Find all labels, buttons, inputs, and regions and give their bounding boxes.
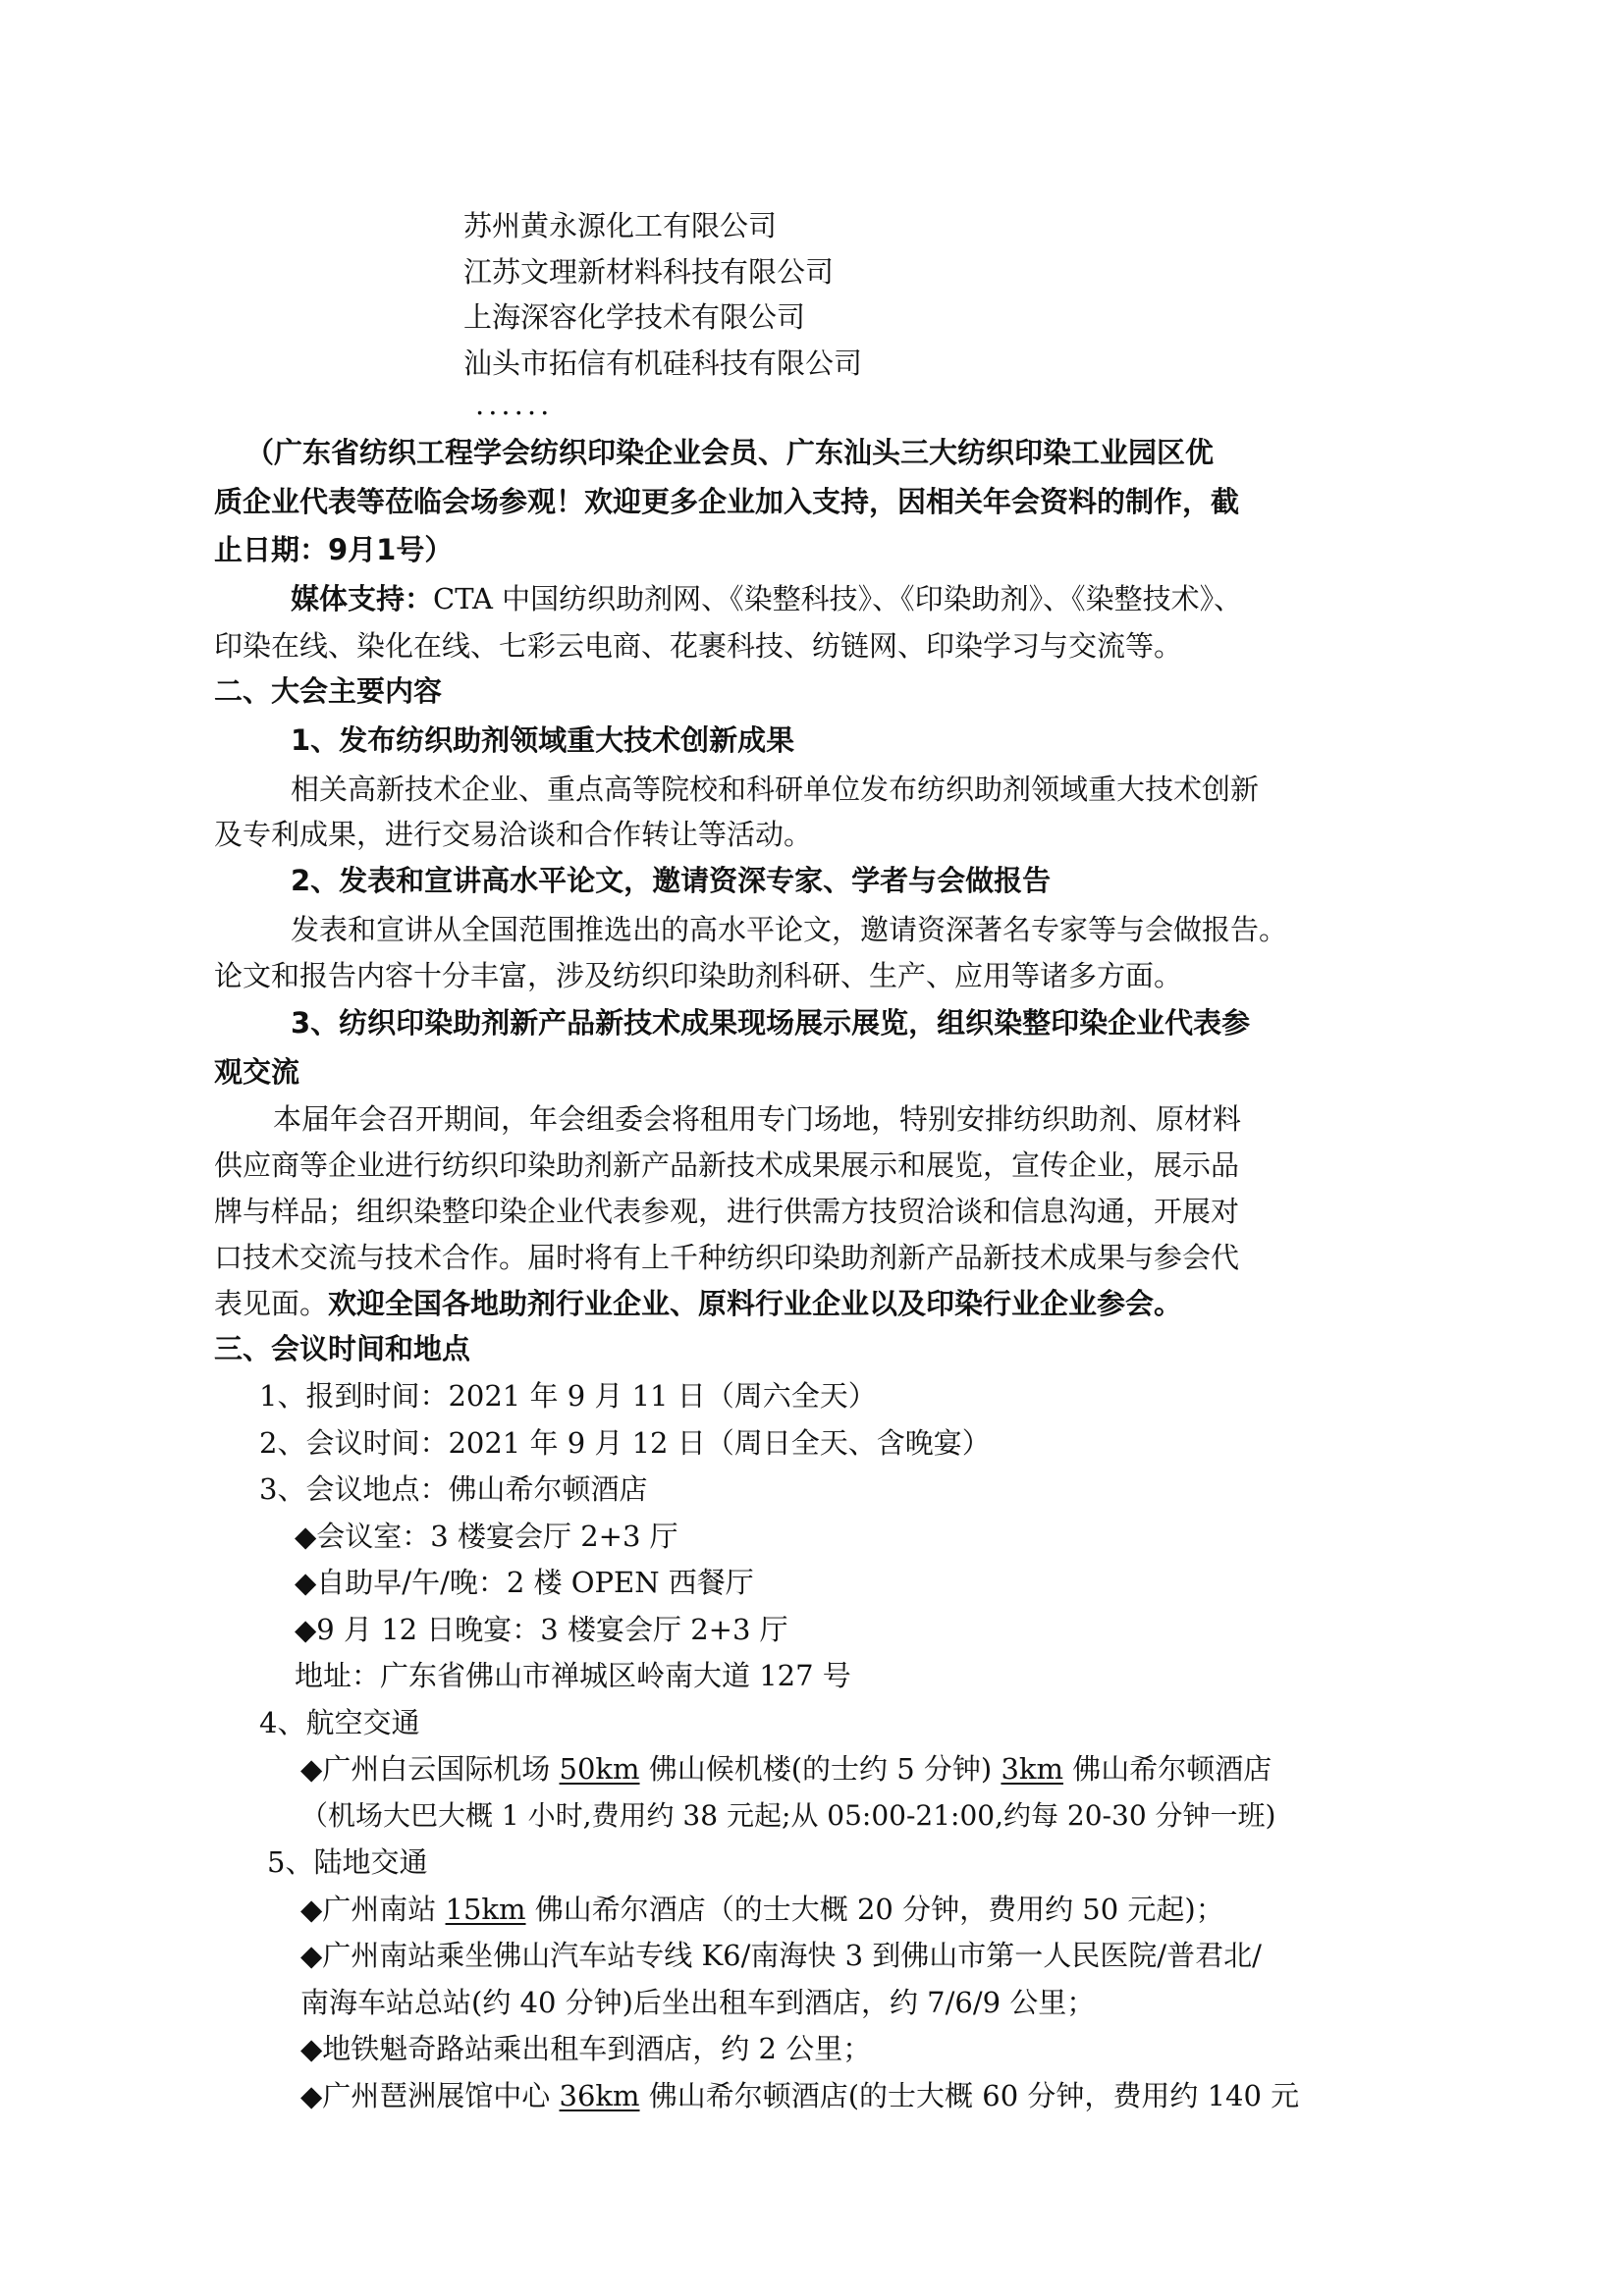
section2-item3-title-1: 3、纺织印染助剂新产品新技术成果现场展示展览，组织染整印染企业代表参 xyxy=(291,1006,1251,1040)
land-distance-4: 36km xyxy=(559,2079,640,2112)
notice-line-3: 止日期：9月1号） xyxy=(214,533,454,566)
meeting-venue: 3、会议地点：佛山希尔顿酒店 xyxy=(259,1472,648,1506)
land-route-2-line-2: 南海车站总站(约 40 分钟)后坐出租车到酒店，约 7/6/9 公里； xyxy=(300,1986,1096,2019)
section2-item3-body-4: 口技术交流与技术合作。届时将有上千种纺织印染助剂新产品新技术成果与参会代 xyxy=(214,1241,1240,1274)
company-3: 上海深容化学技术有限公司 xyxy=(463,300,806,334)
land-route-1-start: ◆广州南站 xyxy=(300,1893,446,1926)
land-distance-1: 15km xyxy=(445,1893,526,1926)
notice-line-2: 质企业代表等莅临会场参观！欢迎更多企业加入支持，因相关年会资料的制作，截 xyxy=(214,485,1240,518)
air-route-start: ◆广州白云国际机场 xyxy=(300,1752,560,1786)
land-route-1-end: 佛山希尔酒店（的士大概 20 分钟，费用约 50 元起)； xyxy=(525,1893,1224,1926)
section2-item2-title: 2、发表和宣讲高水平论文，邀请资深专家、学者与会做报告 xyxy=(291,864,1052,897)
air-distance-2: 3km xyxy=(1001,1752,1063,1786)
air-bus-info: （机场大巴大概 1 小时,费用约 38 元起;从 05:00-21:00,约每 20-30 分钟一班) xyxy=(300,1799,1276,1832)
section2-item3-body-3: 牌与样品；组织染整印染企业代表参观，进行供需方技贸洽谈和信息沟通，开展对 xyxy=(214,1195,1240,1228)
venue-address: 地址：广东省佛山市禅城区岭南大道 127 号 xyxy=(295,1659,851,1692)
venue-item-3: ◆9 月 12 日晚宴：3 楼宴会厅 2+3 厅 xyxy=(295,1613,788,1646)
media-line-1 xyxy=(291,579,1242,618)
media-list-1: CTA 中国纺织助剂网、《染整科技》、《印染助剂》、《染整技术》、 xyxy=(433,582,1243,615)
section3-heading: 三、会议时间和地点 xyxy=(214,1332,471,1365)
section2-item3-body-1: 本届年会召开期间，年会组委会将租用专门场地，特别安排纺织助剂、原材料 xyxy=(273,1102,1242,1136)
section2-item3-body-5-plain: 表见面。 xyxy=(214,1287,329,1320)
meeting-time: 2、会议时间：2021 年 9 月 12 日（周日全天、含晚宴） xyxy=(259,1426,991,1460)
company-ellipsis: ...... xyxy=(475,388,554,421)
venue-item-2: ◆自助早/午/晚：2 楼 OPEN 西餐厅 xyxy=(295,1566,754,1599)
section2-item1-title: 1、发布纺织助剂领域重大技术创新成果 xyxy=(291,723,795,757)
section2-item3-title-2: 观交流 xyxy=(214,1055,300,1089)
air-route-end: 佛山希尔顿酒店 xyxy=(1063,1752,1272,1786)
air-route xyxy=(300,1749,1272,1789)
section2-item1-body-1: 相关高新技术企业、重点高等院校和科研单位发布纺织助剂领域重大技术创新 xyxy=(291,773,1260,806)
company-4: 汕头市拓信有机硅科技有限公司 xyxy=(463,347,863,380)
air-distance-1: 50km xyxy=(559,1752,640,1786)
section2-item2-body-1: 发表和宣讲从全国范围推选出的高水平论文，邀请资深著名专家等与会做报告。 xyxy=(291,913,1288,946)
land-route-1 xyxy=(300,1890,1224,1929)
checkin-time: 1、报到时间：2021 年 9 月 11 日（周六全天） xyxy=(259,1379,877,1413)
land-route-4-end: 佛山希尔顿酒店(的士大概 60 分钟，费用约 140 元 xyxy=(639,2079,1300,2112)
land-route-4-start: ◆广州琶洲展馆中心 xyxy=(300,2079,560,2112)
media-line-2: 印染在线、染化在线、七彩云电商、花裹科技、纺链网、印染学习与交流等。 xyxy=(214,629,1183,663)
air-transport-title: 4、航空交通 xyxy=(259,1706,420,1739)
section2-item3-body-2: 供应商等企业进行纺织印染助剂新产品新技术成果展示和展览，宣传企业，展示品 xyxy=(214,1148,1240,1182)
notice-line-1: （广东省纺织工程学会纺织印染企业会员、广东汕头三大纺织印染工业园区优 xyxy=(245,436,1215,469)
section2-welcome-text: 欢迎全国各地助剂行业企业、原料行业企业以及印染行业企业参会。 xyxy=(328,1287,1183,1320)
land-route-4 xyxy=(300,2076,1299,2115)
land-route-3: ◆地铁魁奇路站乘出租车到酒店，约 2 公里； xyxy=(300,2032,872,2065)
company-1: 苏州黄永源化工有限公司 xyxy=(463,209,778,242)
company-2: 江苏文理新材料科技有限公司 xyxy=(463,255,835,289)
section2-item2-body-2: 论文和报告内容十分丰富，涉及纺织印染助剂科研、生产、应用等诸多方面。 xyxy=(214,959,1183,992)
land-transport-title: 5、陆地交通 xyxy=(267,1845,428,1879)
land-route-2-line-1: ◆广州南站乘坐佛山汽车站专线 K6/南海快 3 到佛山市第一人民医院/普君北/ xyxy=(300,1939,1262,1972)
venue-item-1: ◆会议室：3 楼宴会厅 2+3 厅 xyxy=(295,1520,678,1553)
air-route-mid: 佛山候机楼(的士约 5 分钟) xyxy=(639,1752,1001,1786)
section2-heading: 二、大会主要内容 xyxy=(214,674,443,708)
section2-item1-body-2: 及专利成果，进行交易洽谈和合作转让等活动。 xyxy=(214,818,813,851)
media-label: 媒体支持： xyxy=(291,582,434,615)
section2-item3-body-5 xyxy=(214,1284,1182,1323)
